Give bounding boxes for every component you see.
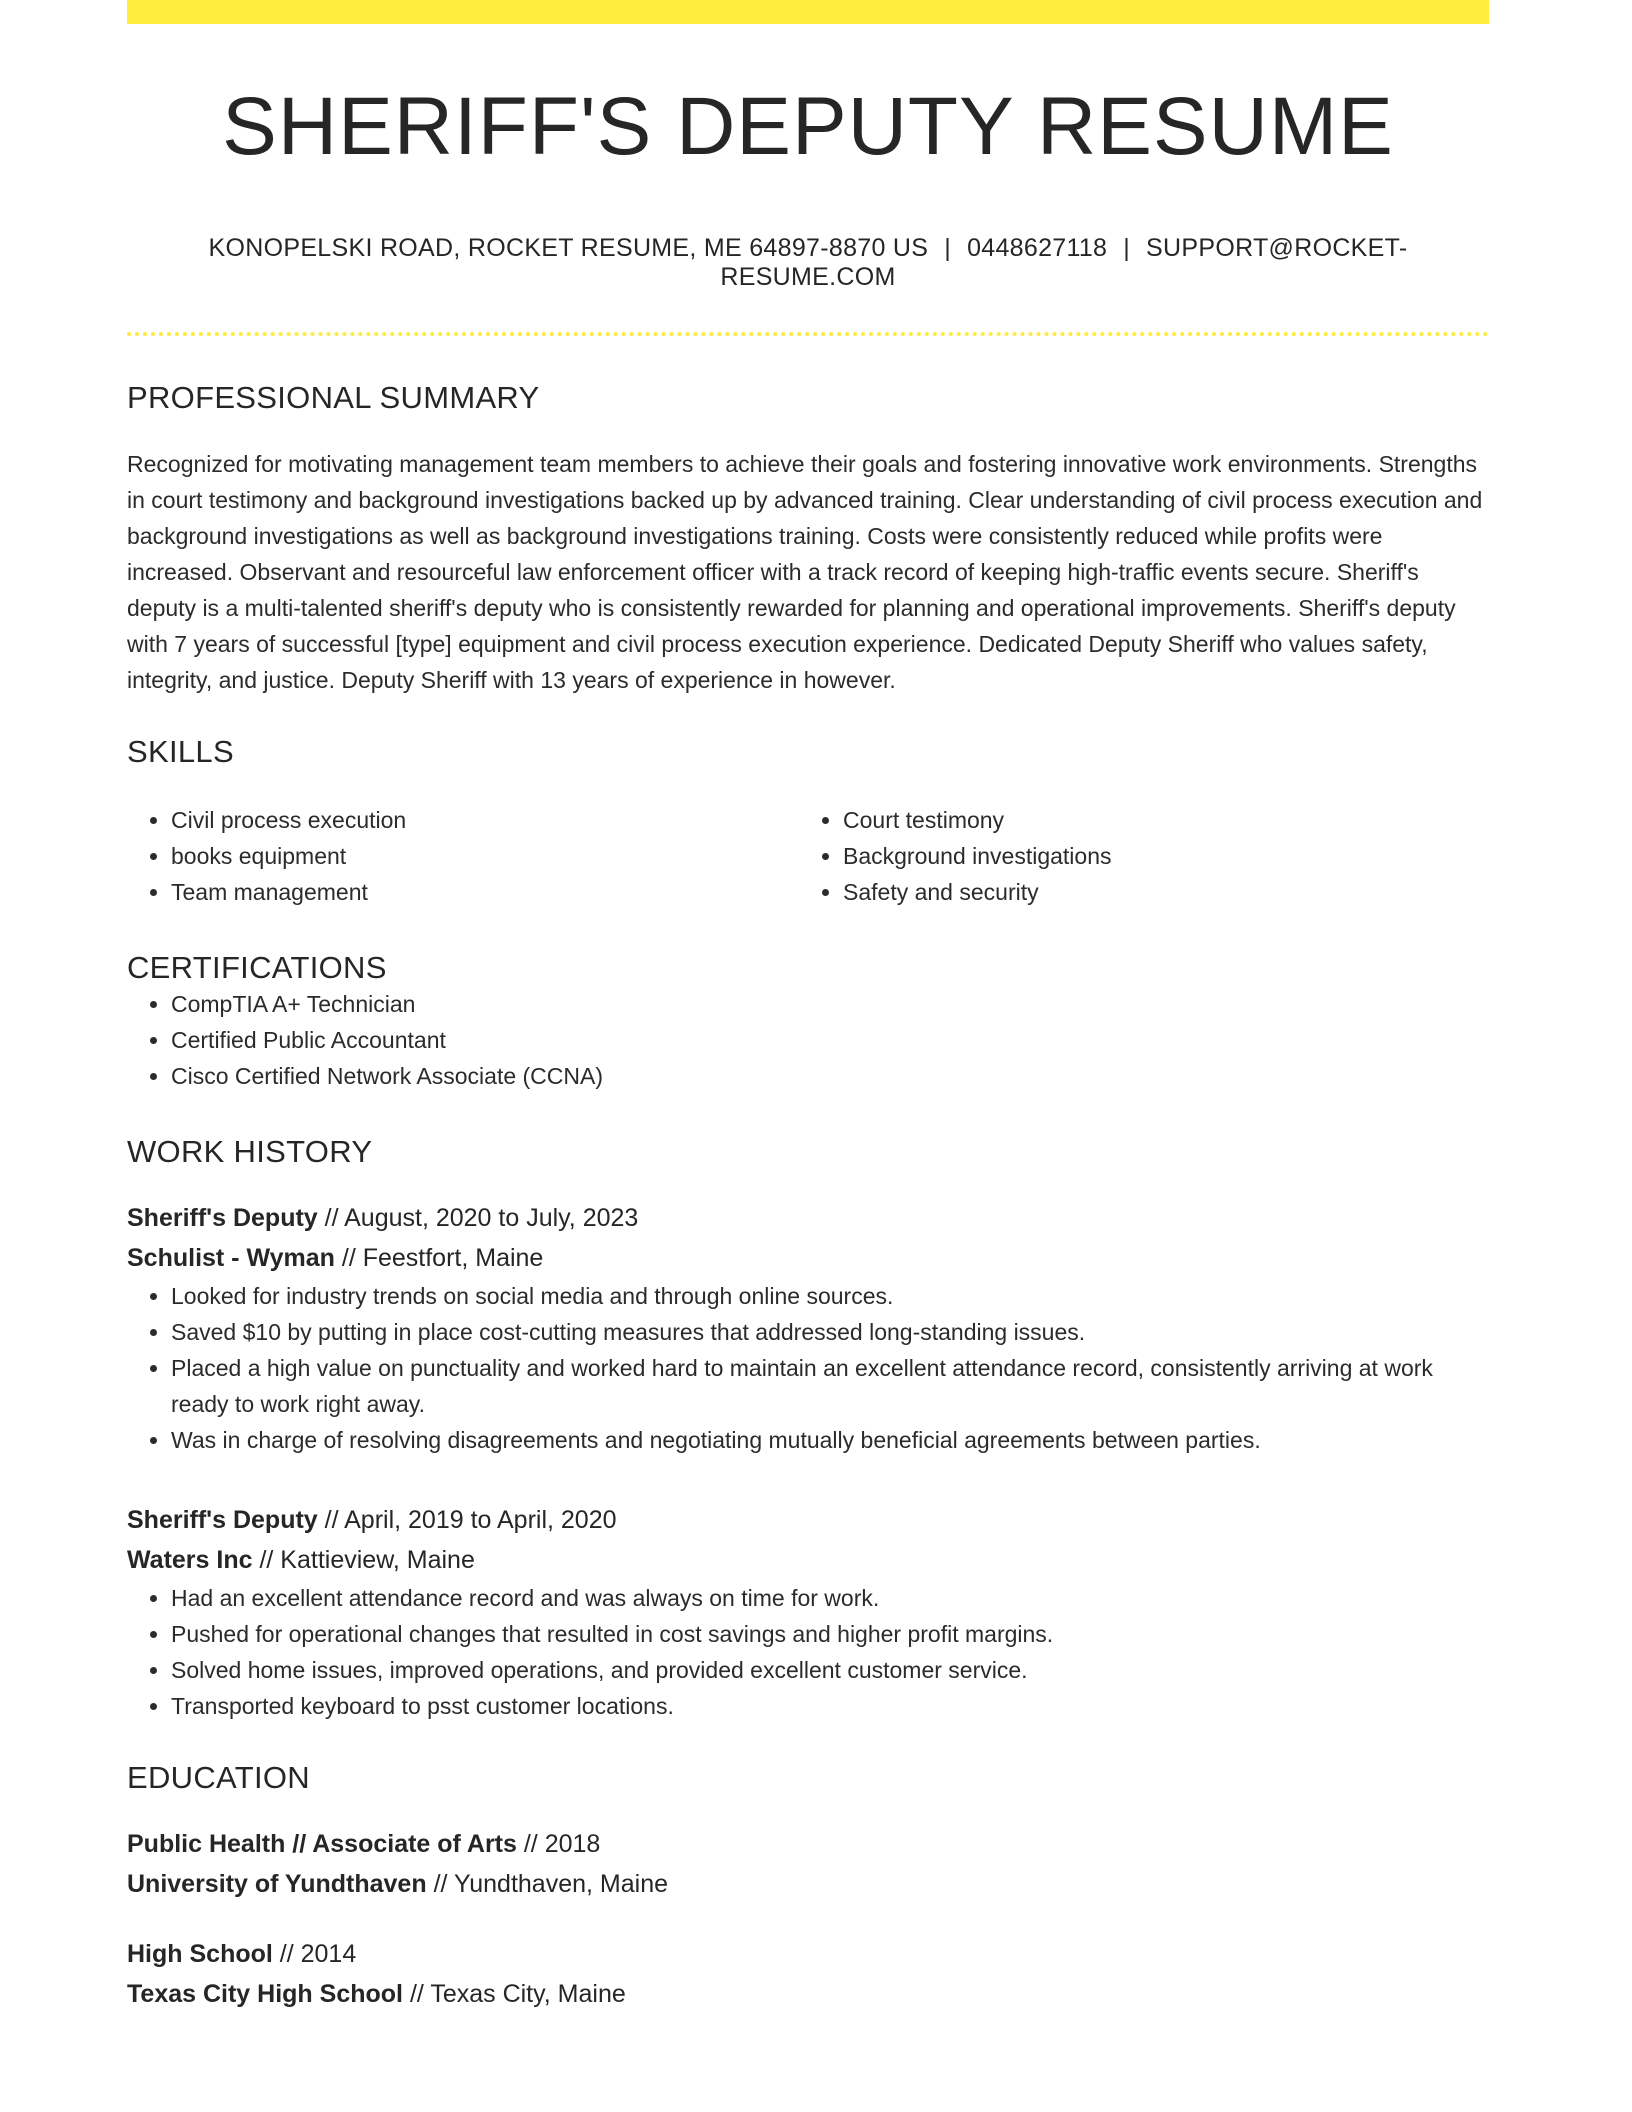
skills-grid xyxy=(127,802,1489,910)
job-bullet: • Solved home issues, improved operations, and provided excellent customer service. xyxy=(171,1652,1489,1688)
job-location: // Kattieview, Maine xyxy=(259,1546,475,1575)
education-degree: Public Health // Associate of Arts xyxy=(127,1830,517,1859)
work-history-heading: WORK HISTORY xyxy=(127,1134,373,1170)
job-company: Schulist - Wyman xyxy=(127,1244,335,1273)
skill-item: • Safety and security xyxy=(843,874,1489,910)
job-company-line xyxy=(127,1238,1489,1278)
job-bullets xyxy=(127,1580,1489,1724)
education-year: // 2014 xyxy=(279,1940,357,1969)
job-location: // Feestfort, Maine xyxy=(341,1244,544,1273)
certifications-heading: CERTIFICATIONS xyxy=(127,950,387,986)
skill-item: • Civil process execution xyxy=(171,802,799,838)
job-title-line xyxy=(127,1198,1489,1238)
job-dates: // August, 2020 to July, 2023 xyxy=(324,1204,639,1233)
education-entry xyxy=(127,1934,1489,2014)
contact-line xyxy=(127,234,1489,292)
job-title-line xyxy=(127,1500,1489,1540)
education-year: // 2018 xyxy=(523,1830,601,1859)
job-dates: // April, 2019 to April, 2020 xyxy=(324,1506,617,1535)
job-bullet: • Placed a high value on punctuality and worked hard to maintain an excellent attendance record, consistently arriving at work ready to work right away. xyxy=(171,1350,1489,1422)
job-title: Sheriff's Deputy xyxy=(127,1506,318,1535)
summary-text: Recognized for motivating management team members to achieve their goals and fostering innovative work environments. Strengths in court testimony and background investigations backed up by advanced training. Clear understanding of civil process execution and background investigations as well as background investigations training. Costs were consistently reduced while profits were increased. Observant and resourceful law enforcement officer with a track record of keeping high-traffic events secure. Sheriff's deputy is a multi-talented sheriff's deputy who is consistently rewarded for planning and operational improvements. Sheriff's deputy with 7 years of successful [type] equipment and civil process execution experience. Dedicated Deputy Sheriff who values safety, integrity, and justice. Deputy Sheriff with 13 years of experience in however. xyxy=(127,451,1483,694)
certification-item: • CompTIA A+ Technician xyxy=(171,986,1489,1022)
certifications-list xyxy=(127,986,1489,1094)
education-heading: EDUCATION xyxy=(127,1760,310,1796)
contact-separator: | xyxy=(1123,234,1131,263)
education-school-line xyxy=(127,1864,1489,1904)
certification-item: • Cisco Certified Network Associate (CCNA) xyxy=(171,1058,1489,1094)
skill-item: • Background investigations xyxy=(843,838,1489,874)
education-location: // Yundthaven, Maine xyxy=(433,1870,668,1899)
job-bullet: • Pushed for operational changes that resulted in cost savings and higher profit margins. xyxy=(171,1616,1489,1652)
job-bullet: • Looked for industry trends on social media and through online sources. xyxy=(171,1278,1489,1314)
education-school: Texas City High School xyxy=(127,1980,403,2009)
job-bullet: • Saved $10 by putting in place cost-cutting measures that addressed long-standing issues. xyxy=(171,1314,1489,1350)
education-entry xyxy=(127,1824,1489,1904)
skills-heading: SKILLS xyxy=(127,734,234,770)
certification-item: • Certified Public Accountant xyxy=(171,1022,1489,1058)
contact-email: SUPPORT@ROCKET-RESUME.COM xyxy=(720,234,1408,292)
job-entry xyxy=(127,1198,1489,1458)
accent-top-bar xyxy=(127,0,1489,24)
skills-list-left xyxy=(127,802,799,910)
job-title: Sheriff's Deputy xyxy=(127,1204,318,1233)
resume-page xyxy=(127,0,1489,2014)
resume-title: SHERIFF'S DEPUTY RESUME xyxy=(222,81,1394,172)
education-school-line xyxy=(127,1974,1489,2014)
education-degree: High School xyxy=(127,1940,273,1969)
dotted-divider xyxy=(127,332,1489,336)
summary-heading: PROFESSIONAL SUMMARY xyxy=(127,380,540,416)
contact-phone: 0448627118 xyxy=(967,234,1108,263)
contact-address: KONOPELSKI ROAD, ROCKET RESUME, ME 64897-8870 US xyxy=(208,234,929,263)
job-company-line xyxy=(127,1540,1489,1580)
education-location: // Texas City, Maine xyxy=(409,1980,626,2009)
job-bullet: • Had an excellent attendance record and was always on time for work. xyxy=(171,1580,1489,1616)
skill-item: • Court testimony xyxy=(843,802,1489,838)
contact-separator: | xyxy=(944,234,952,263)
job-bullet: • Was in charge of resolving disagreements and negotiating mutually beneficial agreements between parties. xyxy=(171,1422,1489,1458)
job-bullets xyxy=(127,1278,1489,1458)
skills-list-right xyxy=(799,802,1489,910)
education-degree-line xyxy=(127,1824,1489,1864)
job-bullet: • Transported keyboard to psst customer locations. xyxy=(171,1688,1489,1724)
skill-item: • Team management xyxy=(171,874,799,910)
skill-item: • books equipment xyxy=(171,838,799,874)
job-entry xyxy=(127,1500,1489,1724)
education-degree-line xyxy=(127,1934,1489,1974)
job-company: Waters Inc xyxy=(127,1546,253,1575)
education-school: University of Yundthaven xyxy=(127,1870,427,1899)
